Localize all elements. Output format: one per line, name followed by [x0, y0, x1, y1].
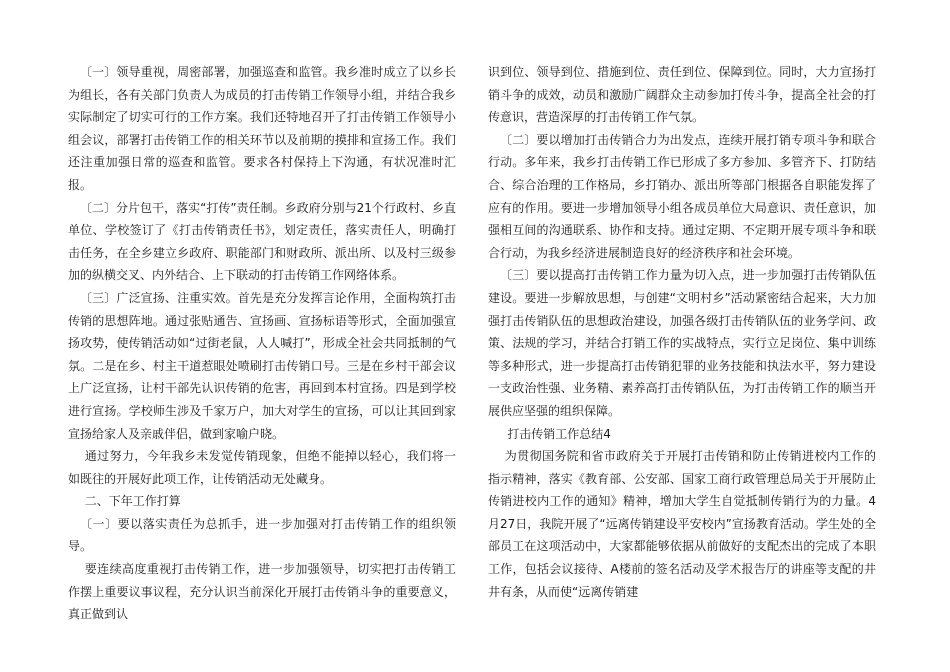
- paragraph-plan-three: 〔三〕要以提高打击传销工作力量为切入点，进一步加强打击传销队伍建设。要进一步解放思想，与创建“文明村乡”活动紧密结合起来，大力加强打击传销队伍的思想政治建设，加强各级打击传销队伍的业务学问、政策、法规的学习，并结合打销工作的实战特点，实行立足岗位、集中训练等多种形式，进一步提高打击传销犯罪的业务技能和执法水平，努力建设一支政治性强、业务精、素养高打击传销队伍，为打击传销工作的顺当开展供应坚强的组织保障。: [488, 268, 876, 418]
- left-column: [68, 61, 456, 626]
- paragraph-plan-one-continued: 识到位、领导到位、措施到位、责任到位、保障到位。同时，大力宣扬打销斗争的成效，动员和激励广阔群众主动参加打传斗争，提高全社会的打传意识，营造深厚的打击传销工作气氛。: [488, 65, 876, 125]
- paragraph-leadership: 〔一〕领导重视，周密部署，加强巡查和监管。我乡准时成立了以乡长为组长，各有关部门负责人为成员的打击传销工作领导小组，并结合我乡实际制定了切实可行的工作方案。我们还特地召开了打击传销工作领导小组会议，部署打击传销工作的相关环节以及前期的摸排和宣扬工作。我们还注重加强日常的巡查和监管。要求各村保持上下沟通，有状况准时汇报。: [68, 65, 456, 192]
- paragraph-plan-two: 〔二〕要以增加打击传销合力为出发点，连续开展打销专项斗争和联合行动。多年来，我乡打击传销工作已形成了多方参加、多管齐下、打防结合、综合治理的工作格局，乡打销办、派出所等部门根据各自职能发挥了应有的作用。要进一步增加领导小组各成员单位大局意识、责任意识，加强相互间的沟通联系、协作和支持。通过定期、不定期开展专项斗争和联合行动，为我乡经济进展制造良好的经济秩序和社会环境。: [488, 132, 876, 260]
- section-heading-next-year-plan: 二、下年工作打算: [84, 494, 181, 509]
- paragraph-plan-one: 〔一〕要以落实责任为总抓手，进一步加强对打击传销工作的组织领导。: [68, 516, 456, 554]
- paragraph-plan-one-body: 要连续高度重视打击传销工作，进一步加强领导，切实把打击传销工作摆上重要议事议程，充分认识当前深化开展打击传销斗争的重要意义，真正做到认: [68, 562, 456, 622]
- paragraph-campus-activity: 为贯彻国务院和省市政府关于开展打击传销和防止传销进校内工作的指示精神，落实《教育部、公安部、国家工商行政管理总局关于开展防止传销进校内工作的通知》精神，增加大学生自觉抵制传销行为的力量。4月27日，我院开展了“远离传销建设平安校内”宣扬教育活动。学生处的全部员工在这项活动中，大家都能够依据从前做好的支配杰出的完成了本职工作，包括会议接待、A楼前的签名活动及学术报告厅的讲座等支配的井井有条，从而使“远离传销建: [488, 449, 876, 599]
- paragraph-summary: 通过努力，今年我乡未发觉传销现象，但绝不能掉以轻心，我们将一如既往的开展好此项工作，让传销活动无处藏身。: [68, 449, 456, 486]
- paragraph-publicity: 〔三〕广泛宣扬、注重实效。首先是充分发挥言论作用，全面构筑打击传销的思想阵地。通过张贴通告、宣扬画、宣扬标语等形式，全面加强宣扬攻势，使传销活动如“过街老鼠，人人喊打”，形成全社会共同抵制的气氛。二是在乡、村主干道惹眼处喷刷打击传销口号。三是在乡村干部会议上广泛宣扬，让村干部先认识传销的危害，再回到本村宣扬。四是到学校进行宣扬。学校师生涉及千家万户，加大对学生的宣扬，可以让其回到家宣扬给家人及亲戚伴侣，做到家喻户晓。: [68, 290, 456, 441]
- right-column: [488, 61, 876, 603]
- section-title-summary-4: 打击传销工作总结4: [507, 426, 611, 441]
- paragraph-responsibility: 〔二〕分片包干，落实“打传”责任制。乡政府分别与21个行政村、乡直单位、学校签订了《打击传销责任书》，划定责任，落实责任人，明确打击任务，在全乡建立乡政府、职能部门和财政所、派出所、以及村三级参加的纵横交叉、内外结合、上下联动的打击传销工作网络体系。: [68, 200, 456, 283]
